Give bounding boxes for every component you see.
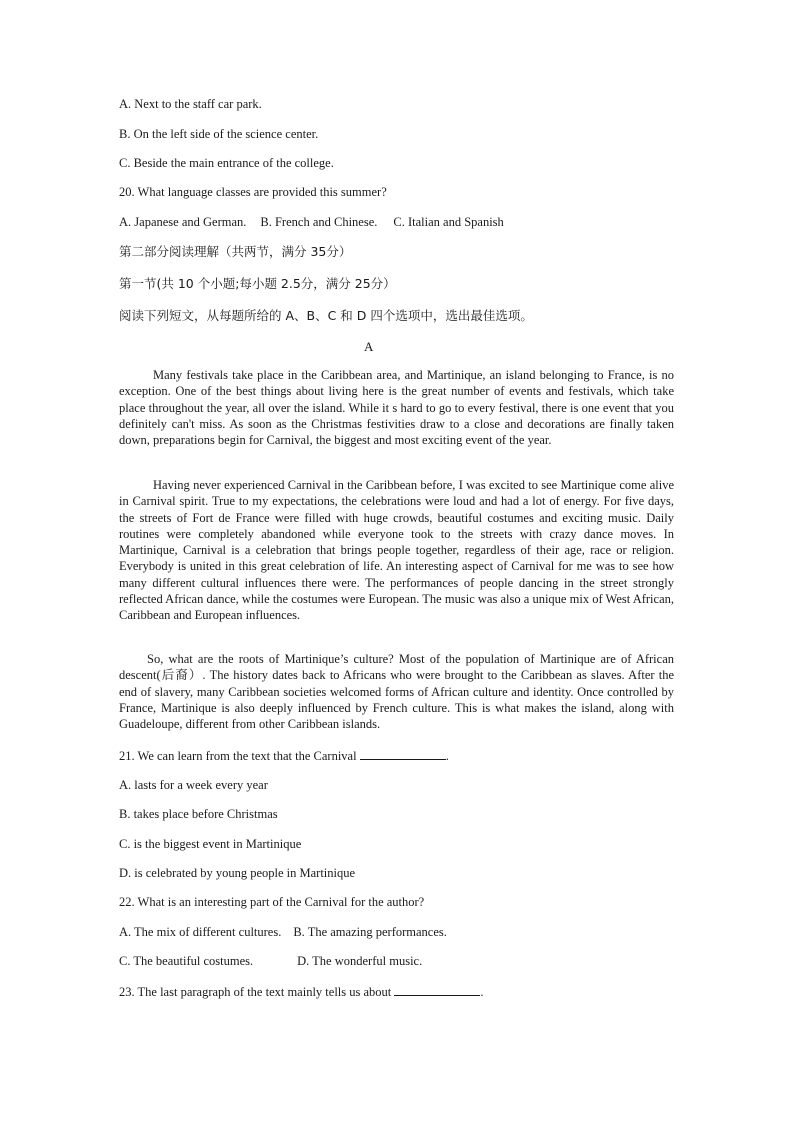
q19-option-b: B. On the left side of the science center. [119,127,319,141]
q22-option-a: A. The mix of different cultures. [119,925,282,939]
passage-paragraph-2: Having never experienced Carnival in the Caribbean before, I was excited to see Martinique come alive in Carnival spirit. True to my expectations, the celebrations were loud and had a lot of energy. For five days, the streets of Fort de France were filled with huge crowds, beautiful costumes and exciting music. Daily routines were completely abandoned while everyone took to the streets with crazy dance moves. In Martinique, Carnival is a celebration that brings people together, regardless of their age, race or religion. Everybody is united in this great celebration of life. An interesting aspect of Carnival for me was to see how many different cultural influences there were. The performances of people dancing in the street strongly reflected African dance, while the costumes were European. The music was also a unique mix of West African, Caribbean and European influences. [119,478,674,623]
passage-paragraph-3: So, what are the roots of Martinique’s culture? Most of the population of Martinique are of African descent(后裔）. The history dates back to Africans who were brought to the Caribbean as slaves. After the end of slavery, many Caribbean societies welcomed forms of African culture and identity. Once controlled by France, Martinique is also deeply influenced by French culture. This is what makes the island, along with Guadeloupe, different from other Caribbean islands. [119,652,674,732]
q21-question: 21. We can learn from the text that the Carnival [119,749,357,763]
q19-option-c: C. Beside the main entrance of the college. [119,156,334,170]
q23-question: 23. The last paragraph of the text mainly tells us about [119,985,392,999]
q21-option-d: D. is celebrated by young people in Martinique [119,866,356,880]
q22-options-row2 [119,953,422,969]
q21-end: . [445,749,449,763]
q21-option-c: C. is the biggest event in Martinique [119,837,302,851]
q22-option-b: B. The amazing performances. [293,925,447,939]
q21-question-line [119,747,449,764]
q20-option-a: A. Japanese and German. [119,215,247,229]
passage-title: A [364,339,374,354]
q21-option-b: B. takes place before Christmas [119,807,278,821]
q19-option-a: A. Next to the staff car park. [119,97,262,111]
q22-option-c: C. The beautiful costumes. [119,954,254,968]
q20-option-b: B. French and Chinese. [260,215,378,229]
q23-end: . [480,985,484,999]
q22-question: 22. What is an interesting part of the Carnival for the author? [119,895,425,909]
q22-option-d: D. The wonderful music. [297,954,423,968]
q20-question: 20. What language classes are provided this summer? [119,185,387,199]
q20-options [119,214,504,230]
q20-option-c: C. Italian and Spanish [393,215,504,229]
instruction: 阅读下列短文，从每题所给的 A、B、C 和 D 四个选项中，选出最佳选项。 [119,308,533,323]
q22-options-row1 [119,924,447,940]
part2-heading: 第二部分阅读理解（共两节，满分 35分） [119,244,352,259]
answer-blank [360,747,446,760]
answer-blank [394,983,480,996]
passage-paragraph-1: Many festivals take place in the Caribbean area, and Martinique, an island belonging to France, is no exception. One of the best things about living here is the great number of events and festivals, which take place throughout the year, all over the island. While it s hard to go to every festival, there is one event that you definitely can't miss. As soon as the Christmas festivities draw to a close and decorations are finally taken down, preparations begin for Carnival, the biggest and most exciting event of the year. [119,368,674,448]
section1-heading: 第一节(共 10 个小题;每小题 2.5分，满分 25分） [119,276,396,291]
q23-question-line [119,983,484,1000]
q21-option-a: A. lasts for a week every year [119,778,268,792]
